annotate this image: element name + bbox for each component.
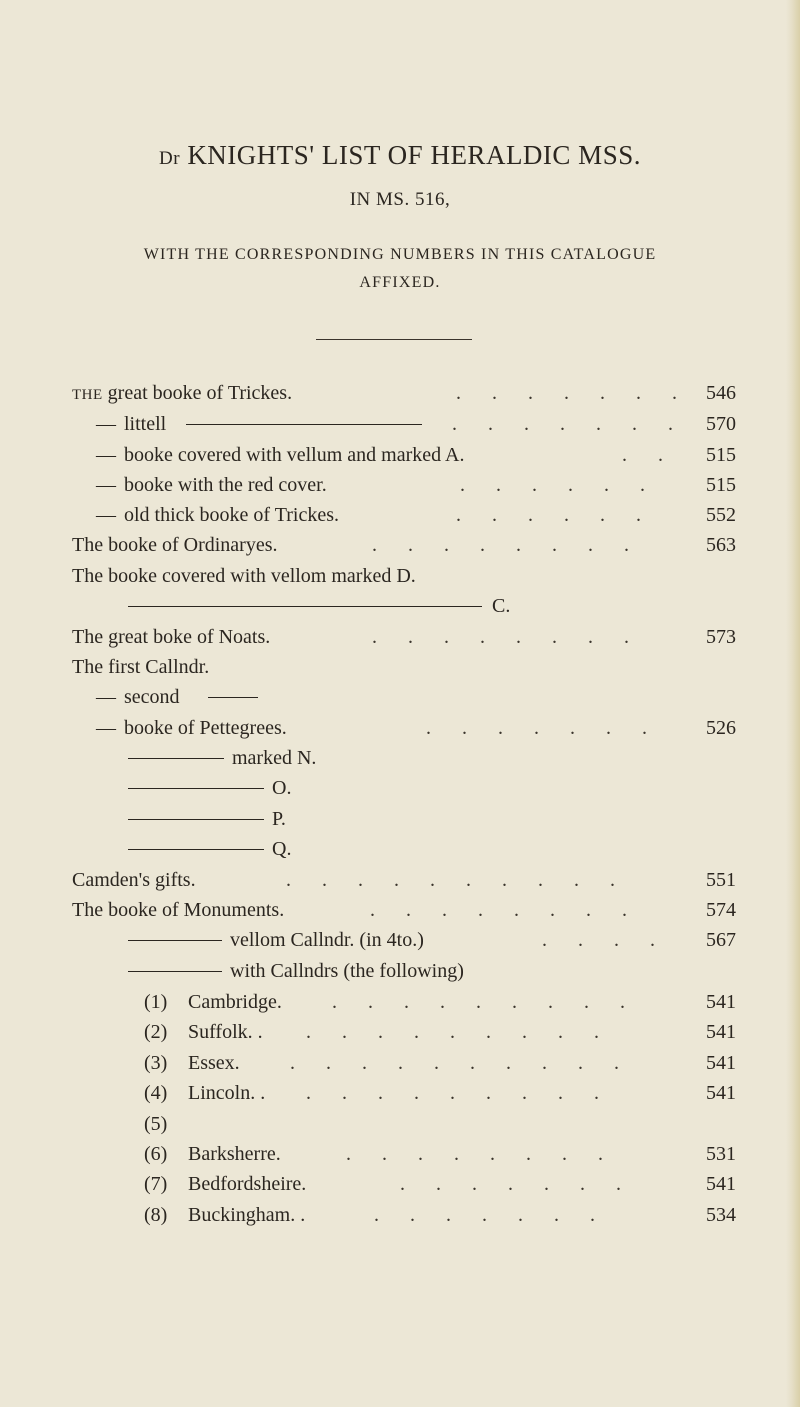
catalogue-number: 526 (706, 717, 736, 739)
entry-label: second (124, 686, 180, 708)
leader-dots: . . . . . . . . . (306, 1082, 612, 1104)
list-item (0, 834, 800, 864)
entry-label: old thick booke of Trickes. (124, 504, 339, 526)
catalogue-number: 541 (706, 1082, 736, 1104)
catalogue-number: 515 (706, 474, 736, 496)
entry-lead: — (96, 686, 116, 708)
leader-dots: . . . . . . . . (346, 1143, 616, 1165)
catalogue-number: 567 (706, 929, 736, 951)
entry-label-text: great booke of Trickes. (102, 382, 293, 404)
leader-dots: . . . . . . (460, 474, 658, 496)
catalogue-number: 573 (706, 626, 736, 648)
list-item (0, 470, 800, 500)
list-item (0, 1078, 800, 1108)
list-item (0, 713, 800, 743)
ditto-rule (208, 697, 258, 698)
catalogue-number: 531 (706, 1143, 736, 1165)
leader-dots: . . . . . . . (400, 1173, 634, 1195)
catalogue-number: 552 (706, 504, 736, 526)
entry-lead: (6) (144, 1143, 168, 1165)
list-item (0, 743, 800, 773)
entry-label: Lincoln. . (188, 1082, 266, 1104)
leader-dots: . . . . . . . . . (306, 1021, 612, 1043)
list-item (0, 865, 800, 895)
list-item (0, 1048, 800, 1078)
page-subtitle: IN MS. 516, (349, 189, 451, 210)
entry-lead: (5) (144, 1113, 168, 1135)
list-item (0, 1169, 800, 1199)
leader-dots: . . . . . . . . (372, 626, 642, 648)
entry-label: The booke of Ordinaryes. (72, 534, 278, 556)
entry-lead: (8) (144, 1204, 168, 1226)
leader-dots: . . . . . . . . (372, 534, 642, 556)
ditto-rule (128, 819, 264, 820)
list-item (0, 622, 800, 652)
catalogue-number: 541 (706, 1052, 736, 1074)
ditto-rule (128, 758, 224, 759)
catalogue-number: 541 (706, 991, 736, 1013)
title-prefix: Dr (159, 148, 181, 169)
leader-dots: . . . . . . . . . . (286, 869, 628, 891)
caption-line-1: WITH THE CORRESPONDING NUMBERS IN THIS CATALOGUE (143, 246, 657, 263)
catalogue-number: 515 (706, 444, 736, 466)
list-item (0, 987, 800, 1017)
entry-label: Cambridge. (188, 991, 282, 1013)
ditto-rule (128, 788, 264, 789)
entry-lead: — (96, 413, 116, 435)
entry-lead: (4) (144, 1082, 168, 1104)
list-item (0, 773, 800, 803)
leader-dots: . . . . . . . (452, 413, 686, 435)
entry-label: booke with the red cover. (124, 474, 327, 496)
entry-lead: — (96, 474, 116, 496)
leader-dots: . . . . . . . (374, 1204, 608, 1226)
leader-dots: . . . . (542, 929, 668, 951)
entry-label: O. (272, 777, 292, 799)
catalogue-number: 534 (706, 1204, 736, 1226)
entry-label: Essex. (188, 1052, 240, 1074)
leader-dots: . . . . . . . . . . (290, 1052, 632, 1074)
leader-dots: . . . . . . (456, 504, 654, 526)
catalogue-number: 541 (706, 1021, 736, 1043)
entry-label: The first Callndr. (72, 656, 210, 678)
entry-label: with Callndrs (the following) (230, 960, 464, 982)
entry-label: Suffolk. . (188, 1021, 263, 1043)
entry-label: THE great booke of Trickes. (72, 382, 293, 404)
entry-label: booke covered with vellum and marked A. (124, 444, 465, 466)
catalogue-number: 563 (706, 534, 736, 556)
catalogue-number: 546 (706, 382, 736, 404)
ditto-rule (128, 971, 222, 972)
list-item (0, 925, 800, 955)
list-item (0, 682, 800, 712)
catalogue-number: 570 (706, 413, 736, 435)
ditto-rule (128, 940, 222, 941)
list-item (0, 895, 800, 925)
list-item (0, 500, 800, 530)
entry-lead: — (96, 717, 116, 739)
entry-label: littell (124, 413, 167, 435)
title-main: KNIGHTS' LIST OF HERALDIC MSS. (187, 140, 641, 170)
list-item (0, 530, 800, 560)
entry-label: P. (272, 808, 286, 830)
entry-label: marked N. (232, 747, 317, 769)
catalogue-number: 551 (706, 869, 736, 891)
leader-dots: . . (622, 444, 676, 466)
entry-lead: (7) (144, 1173, 168, 1195)
entry-label: Camden's gifts. (72, 869, 196, 891)
list-item (0, 561, 800, 591)
entry-label: Buckingham. . (188, 1204, 306, 1226)
ditto-rule (128, 606, 482, 607)
leader-dots: . . . . . . . (426, 717, 660, 739)
leader-dots: . . . . . . . (456, 382, 690, 404)
catalogue-number: 574 (706, 899, 736, 921)
list-item (0, 440, 800, 470)
list-item (0, 804, 800, 834)
entry-lead: — (96, 444, 116, 466)
entry-lead: (3) (144, 1052, 168, 1074)
ditto-rule (128, 849, 264, 850)
entry-label: C. (492, 595, 511, 617)
leader-dots: . . . . . . . . . (332, 991, 638, 1013)
entry-label: Barksherre. (188, 1143, 281, 1165)
entry-label: The great boke of Noats. (72, 626, 271, 648)
entry-label: The booke of Monuments. (72, 899, 285, 921)
list-item (0, 956, 800, 986)
list-item (0, 1200, 800, 1230)
entry-label: booke of Pettegrees. (124, 717, 287, 739)
list-item (0, 1017, 800, 1047)
entry-label: The booke covered with vellom marked D. (72, 565, 416, 587)
leader-dots: . . . . . . . . (370, 899, 640, 921)
entry-lead: — (96, 504, 116, 526)
ditto-rule (186, 424, 422, 425)
list-item (0, 652, 800, 682)
list-item (0, 378, 800, 408)
entry-label: Q. (272, 838, 292, 860)
catalogue-number: 541 (706, 1173, 736, 1195)
entry-label: vellom Callndr. (in 4to.) (230, 929, 424, 951)
list-item (0, 591, 800, 621)
entry-label: Bedfordsheire. (188, 1173, 307, 1195)
entry-lead: (2) (144, 1021, 168, 1043)
list-item (0, 1139, 800, 1169)
entry-lead: (1) (144, 991, 168, 1013)
list-item (0, 409, 800, 439)
list-item (0, 1109, 800, 1139)
caption-line-2: AFFIXED. (359, 274, 441, 291)
